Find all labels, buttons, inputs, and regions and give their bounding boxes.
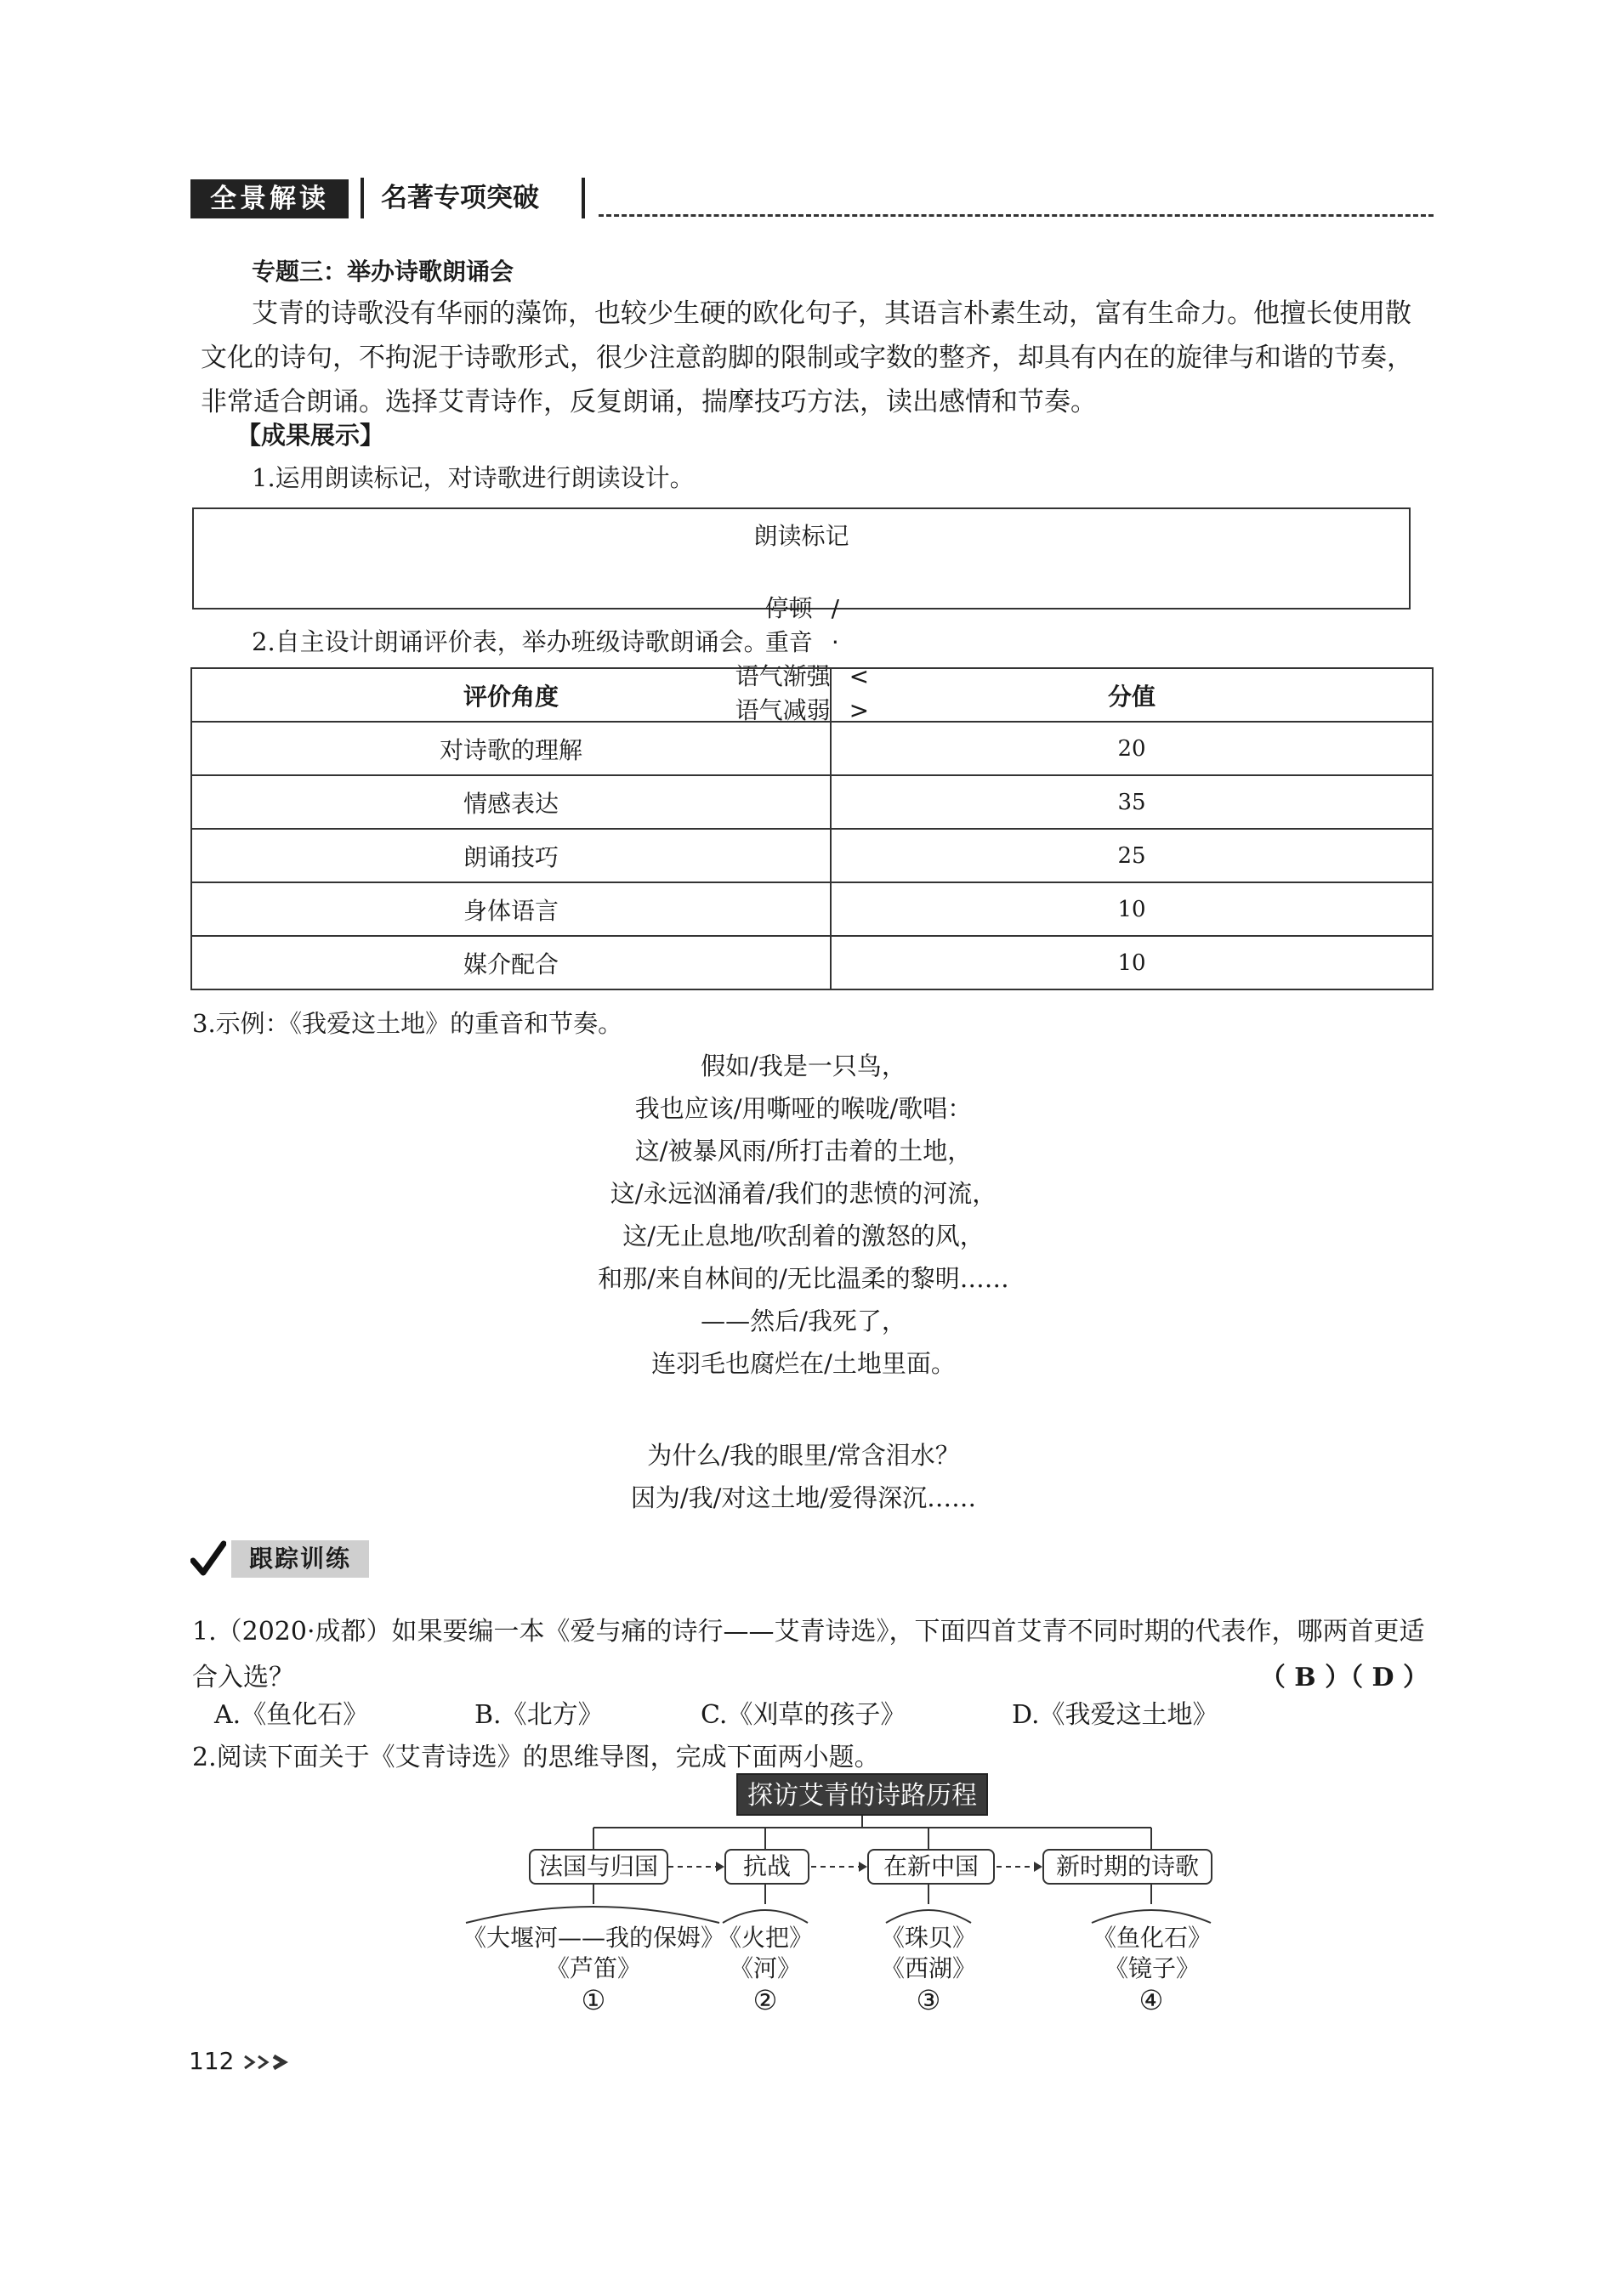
table-cell: 25 xyxy=(831,829,1433,882)
poem-line: 因为/我/对这土地/爱得深沉…… xyxy=(630,1483,977,1512)
mark-label: 重音 xyxy=(764,628,813,656)
mark-label: 停顿 xyxy=(764,594,813,622)
poem-line: 我也应该/用嘶哑的喉咙/歌唱： xyxy=(634,1094,973,1123)
option-d: D.《我爱这土地》 xyxy=(1012,1700,1218,1730)
table-cell: 20 xyxy=(831,722,1433,775)
question-1 xyxy=(192,1609,1434,1701)
table-cell: 10 xyxy=(831,936,1433,989)
topic-title: 专题三：举办诗歌朗诵会 xyxy=(252,258,514,286)
works-list: 《鱼化石》 《镜子》 xyxy=(1092,1924,1212,1982)
page-number-value: 112 xyxy=(189,2047,235,2075)
table-cell: 身体语言 xyxy=(191,882,831,936)
question-text: 1.（2020·成都）如果要编一本《爱与痛的诗行——艾青诗选》，下面四首艾青不同时期的代表作，哪两首更适合入选？ xyxy=(192,1617,1425,1692)
header-divider xyxy=(582,178,585,218)
table-cell: 对诗歌的理解 xyxy=(191,722,831,775)
section-tag: 全景解读 xyxy=(190,179,349,218)
poem-line: ——然后/我死了， xyxy=(701,1307,906,1335)
poem-line: 连羽毛也腐烂在/土地里面。 xyxy=(651,1349,956,1378)
column-header: 分值 xyxy=(831,668,1433,722)
period-node: 在新中国 xyxy=(867,1849,995,1885)
mark-label: 语气渐强 xyxy=(735,662,831,690)
item-3: 3.示例：《我爱这土地》的重音和节奏。 xyxy=(192,1009,623,1038)
page-number xyxy=(189,2047,294,2075)
evaluation-table xyxy=(190,667,1434,990)
pause-mark: / xyxy=(831,594,840,622)
topic-body: 艾青的诗歌没有华丽的藻饰，也较少生硬的欧化句子，其语言朴素生动，富有生命力。他擅长使用散文化的诗句，不拘泥于诗歌形式，很少注意韵脚的限制或字数的整齐，却具有内在的旋律与和谐的节奏，非常适合朗诵。选择艾青诗作，反复朗诵，揣摩技巧方法，读出感情和节奏。 xyxy=(201,298,1413,417)
table-row xyxy=(191,936,1433,989)
marks-title: 朗读标记 xyxy=(753,522,849,550)
poem-line: 这/被暴风雨/所打击着的土地， xyxy=(634,1137,973,1165)
blank-marker: ④ xyxy=(1139,1984,1164,2016)
period-node: 抗战 xyxy=(724,1849,809,1885)
option-c: C.《刈草的孩子》 xyxy=(701,1700,906,1730)
poem-line: 这/无止息地/吹刮着的激怒的风， xyxy=(622,1222,985,1250)
training-title: 跟踪训练 xyxy=(231,1540,369,1578)
mindmap-title: 探访艾青的诗路历程 xyxy=(736,1773,988,1816)
decrescendo-mark: > xyxy=(849,696,870,724)
blank-marker: ② xyxy=(752,1984,778,2016)
question-2: 2.阅读下面关于《艾青诗选》的思维导图，完成下面两小题。 xyxy=(192,1743,880,1772)
works-list: 《火把》 《河》 xyxy=(717,1924,813,1982)
poem-line: 和那/来自林间的/无比温柔的黎明…… xyxy=(598,1264,1009,1293)
poem-line: 假如/我是一只鸟， xyxy=(701,1052,906,1080)
section-subtitle: 名著专项突破 xyxy=(381,183,539,213)
poem-line: 为什么/我的眼里/常含泪水？ xyxy=(647,1441,960,1470)
item-1: 1.运用朗读标记，对诗歌进行朗读设计。 xyxy=(252,463,695,492)
stress-mark: · xyxy=(831,628,839,656)
period-node: 新时期的诗歌 xyxy=(1042,1849,1212,1885)
header-dashed-rule xyxy=(599,214,1434,217)
option-b: B.《北方》 xyxy=(474,1700,604,1730)
works-list: 《大堰河——我的保姆》 《芦笛》 xyxy=(462,1924,724,1982)
chevrons-icon xyxy=(241,2054,294,2071)
result-heading: 【成果展示】 xyxy=(236,421,385,450)
works-list: 《珠贝》 《西湖》 xyxy=(880,1924,976,1982)
table-header-row xyxy=(191,668,1433,722)
table-cell: 媒介配合 xyxy=(191,936,831,989)
table-cell: 情感表达 xyxy=(191,775,831,829)
table-cell: 10 xyxy=(831,882,1433,936)
header-divider xyxy=(361,178,364,218)
answer-blank: （ B ）（ D ） xyxy=(1259,1663,1428,1692)
crescendo-mark: < xyxy=(849,662,870,690)
table-cell: 朗诵技巧 xyxy=(191,829,831,882)
table-cell: 35 xyxy=(831,775,1433,829)
table-row xyxy=(191,722,1433,775)
table-row xyxy=(191,775,1433,829)
item-2: 2.自主设计朗诵评价表，举办班级诗歌朗诵会。 xyxy=(252,627,769,656)
option-a: A.《鱼化石》 xyxy=(214,1700,369,1730)
period-node: 法国与归国 xyxy=(529,1849,668,1885)
table-row xyxy=(191,829,1433,882)
poem-line: 这/永远汹涌着/我们的悲愤的河流， xyxy=(610,1179,997,1208)
checkmark-icon xyxy=(190,1540,226,1578)
blank-marker: ③ xyxy=(916,1984,941,2016)
mark-label: 语气减弱 xyxy=(735,696,831,724)
blank-marker: ① xyxy=(581,1984,606,2016)
column-header: 评价角度 xyxy=(191,668,831,722)
table-row xyxy=(191,882,1433,936)
